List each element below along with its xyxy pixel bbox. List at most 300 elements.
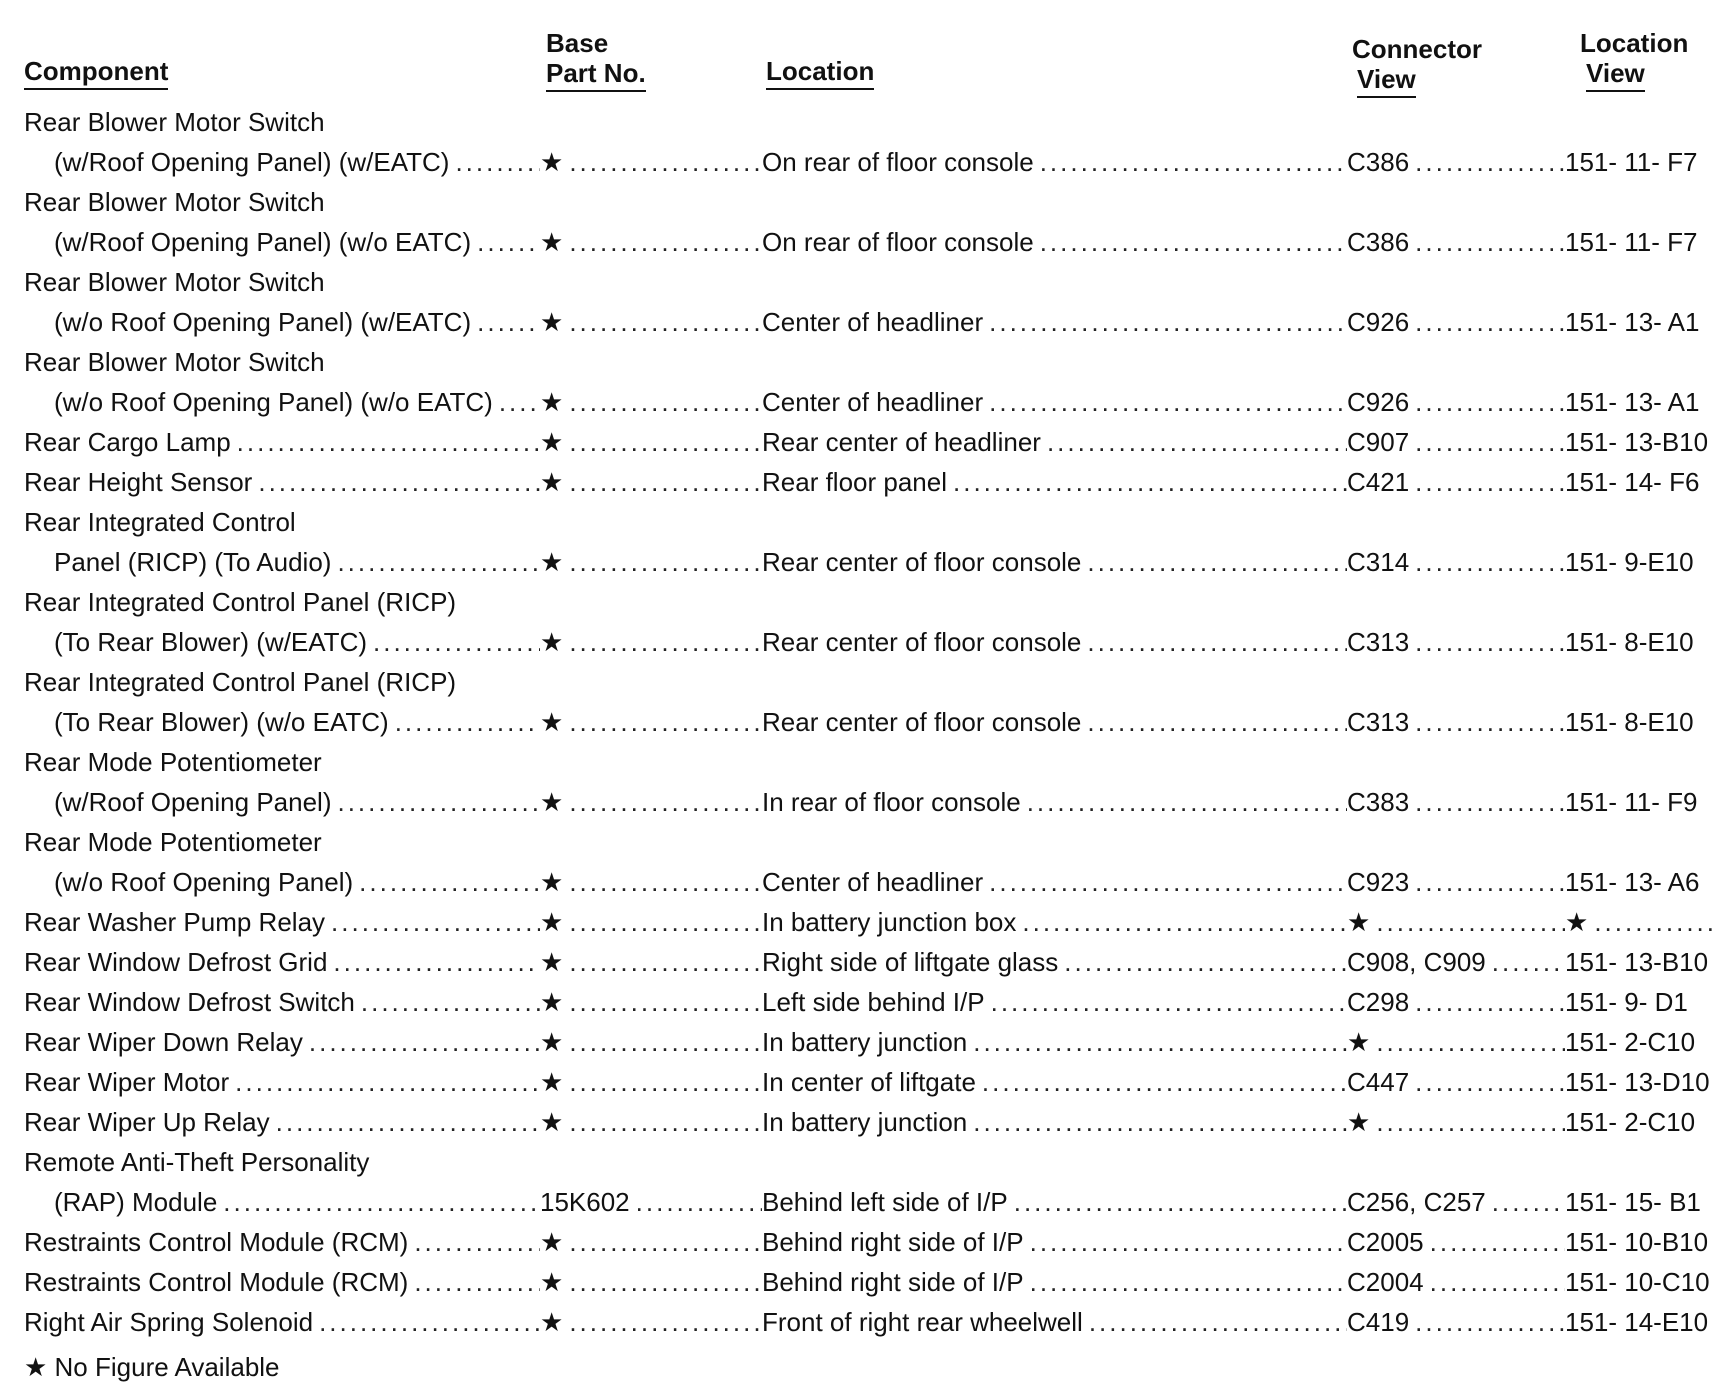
component-cell-text: Rear Blower Motor Switch xyxy=(24,107,325,137)
leader-dots xyxy=(1430,1222,1565,1262)
component-cell-text: (To Rear Blower) (w/o EATC) xyxy=(54,707,389,737)
location-cell-text: In center of liftgate xyxy=(762,1067,976,1097)
component-cell-text: Rear Wiper Motor xyxy=(24,1067,230,1097)
leader-dots xyxy=(1415,142,1565,182)
location-cell xyxy=(762,862,1347,902)
location-view-cell-text: 151- 9-E10 xyxy=(1565,547,1694,577)
header-location-view xyxy=(1580,28,1688,92)
leader-dots xyxy=(223,1182,540,1222)
location-cell xyxy=(762,1222,1347,1262)
location-view-cell-text: 151- 8-E10 xyxy=(1565,707,1694,737)
base-part-cell xyxy=(540,1302,762,1342)
connector-view-cell-text: C386 xyxy=(1347,147,1410,177)
connector-view-cell-text: C256, C257 xyxy=(1347,1187,1486,1217)
leader-dots xyxy=(569,702,762,742)
leader-dots xyxy=(569,982,762,1022)
base-part-cell xyxy=(540,382,762,422)
component-cell xyxy=(24,182,540,222)
component-cell-text: Rear Mode Potentiometer xyxy=(24,827,322,857)
leader-dots xyxy=(477,302,540,342)
leader-dots xyxy=(331,902,540,942)
component-cell-text: Rear Wiper Up Relay xyxy=(24,1107,270,1137)
location-view-cell-text: 151- 13-B10 xyxy=(1565,947,1709,977)
connector-view-cell xyxy=(1347,782,1565,822)
location-cell-text: In battery junction xyxy=(762,1027,968,1057)
location-view-cell-text: 151- 11- F9 xyxy=(1565,787,1698,817)
connector-view-cell-text: C2005 xyxy=(1347,1227,1424,1257)
component-cell-text: (w/Roof Opening Panel) (w/EATC) xyxy=(54,147,450,177)
location-cell xyxy=(762,542,1347,582)
component-cell xyxy=(54,302,540,342)
component-cell-text: Rear Blower Motor Switch xyxy=(24,187,325,217)
location-view-cell xyxy=(1565,1302,1715,1342)
leader-dots xyxy=(569,862,762,902)
leader-dots xyxy=(1415,302,1565,342)
location-cell-text: Right side of liftgate glass xyxy=(762,947,1059,977)
location-view-cell xyxy=(1565,542,1715,582)
leader-dots xyxy=(309,1022,540,1062)
base-part-cell-text: ★ xyxy=(540,1067,564,1097)
table-row xyxy=(0,302,1720,342)
leader-dots xyxy=(569,622,762,662)
table-row xyxy=(0,222,1720,262)
component-cell-text: (w/o Roof Opening Panel) (w/o EATC) xyxy=(54,387,493,417)
location-view-cell-text: 151- 2-C10 xyxy=(1565,1027,1696,1057)
location-view-cell xyxy=(1565,1262,1715,1302)
location-cell xyxy=(762,782,1347,822)
location-cell-text: Behind right side of I/P xyxy=(762,1227,1024,1257)
location-view-cell xyxy=(1565,1182,1715,1222)
leader-dots xyxy=(989,862,1347,902)
leader-dots xyxy=(569,1222,762,1262)
connector-view-cell xyxy=(1347,1262,1565,1302)
header-connector-bottom: View xyxy=(1357,64,1416,98)
base-part-cell-text: ★ xyxy=(540,1227,564,1257)
location-view-cell xyxy=(1565,862,1715,902)
location-cell xyxy=(762,462,1347,502)
base-part-cell xyxy=(540,462,762,502)
connector-view-cell-text: C313 xyxy=(1347,627,1410,657)
base-part-cell xyxy=(540,1182,762,1222)
leader-dots xyxy=(235,1062,540,1102)
base-part-cell-text: ★ xyxy=(540,427,564,457)
location-cell-text: In rear of floor console xyxy=(762,787,1021,817)
component-cell-text: Restraints Control Module (RCM) xyxy=(24,1227,409,1257)
connector-view-cell xyxy=(1347,862,1565,902)
leader-dots xyxy=(991,982,1347,1022)
leader-dots xyxy=(1027,782,1347,822)
component-cell xyxy=(54,862,540,902)
location-cell xyxy=(762,382,1347,422)
connector-view-cell xyxy=(1347,1062,1565,1102)
component-cell-text: Rear Blower Motor Switch xyxy=(24,267,325,297)
connector-view-cell-text: C383 xyxy=(1347,787,1410,817)
table-row xyxy=(0,702,1720,742)
location-view-cell-text: 151- 14- F6 xyxy=(1565,467,1700,497)
table-row xyxy=(0,182,1720,222)
leader-dots xyxy=(989,382,1347,422)
base-part-cell-text: 15K602 xyxy=(540,1187,630,1217)
location-cell-text: In battery junction box xyxy=(762,907,1017,937)
location-view-cell-text: 151- 10-C10 xyxy=(1565,1267,1710,1297)
leader-dots xyxy=(569,1022,762,1062)
table-row xyxy=(0,462,1720,502)
location-view-cell xyxy=(1565,422,1715,462)
table-row xyxy=(0,1022,1720,1062)
leader-dots xyxy=(569,1062,762,1102)
leader-dots xyxy=(1014,1182,1347,1222)
location-view-cell xyxy=(1565,1022,1715,1062)
base-part-cell-text: ★ xyxy=(540,227,564,257)
connector-view-cell xyxy=(1347,422,1565,462)
location-view-cell xyxy=(1565,942,1715,982)
base-part-cell xyxy=(540,782,762,822)
component-cell xyxy=(24,742,540,782)
leader-dots xyxy=(973,1022,1347,1062)
connector-view-cell xyxy=(1347,302,1565,342)
base-part-cell-text: ★ xyxy=(540,147,564,177)
location-cell xyxy=(762,902,1347,942)
leader-dots xyxy=(1040,222,1347,262)
base-part-cell-text: ★ xyxy=(540,947,564,977)
leader-dots xyxy=(973,1102,1347,1142)
table-row xyxy=(0,1142,1720,1182)
component-cell xyxy=(24,942,540,982)
table-row xyxy=(0,342,1720,382)
table-row xyxy=(0,102,1720,142)
location-view-cell xyxy=(1565,622,1715,662)
location-cell-text: Behind left side of I/P xyxy=(762,1187,1008,1217)
table-row xyxy=(0,942,1720,982)
component-cell-text: Rear Integrated Control Panel (RICP) xyxy=(24,587,457,617)
leader-dots xyxy=(569,782,762,822)
connector-view-cell xyxy=(1347,142,1565,182)
location-cell xyxy=(762,1022,1347,1062)
location-cell-text: Center of headliner xyxy=(762,307,984,337)
connector-view-cell xyxy=(1347,982,1565,1022)
component-cell xyxy=(24,1102,540,1142)
component-cell xyxy=(24,462,540,502)
table-row xyxy=(0,622,1720,662)
leader-dots xyxy=(569,542,762,582)
connector-view-cell xyxy=(1347,462,1565,502)
table-row xyxy=(0,822,1720,862)
header-location: Location xyxy=(766,56,874,90)
component-cell xyxy=(24,982,540,1022)
component-cell xyxy=(54,622,540,662)
connector-view-cell-text: C907 xyxy=(1347,427,1410,457)
component-cell-text: Right Air Spring Solenoid xyxy=(24,1307,314,1337)
location-cell-text: Center of headliner xyxy=(762,387,984,417)
table-row xyxy=(0,502,1720,542)
header-location-view-bottom: View xyxy=(1586,58,1645,92)
leader-dots xyxy=(477,222,540,262)
base-part-cell xyxy=(540,142,762,182)
leader-dots xyxy=(1430,1262,1565,1302)
leader-dots xyxy=(359,862,540,902)
leader-dots xyxy=(953,462,1347,502)
component-cell-text: (RAP) Module xyxy=(54,1187,218,1217)
table-row xyxy=(0,422,1720,462)
leader-dots xyxy=(1030,1222,1347,1262)
location-cell xyxy=(762,142,1347,182)
leader-dots xyxy=(1415,1062,1565,1102)
connector-view-cell-text: C926 xyxy=(1347,387,1410,417)
location-view-cell xyxy=(1565,222,1715,262)
leader-dots xyxy=(337,782,540,822)
header-base-part-top: Base xyxy=(546,28,609,58)
base-part-cell xyxy=(540,1262,762,1302)
header-connector-top: Connector xyxy=(1352,34,1482,64)
base-part-cell-text: ★ xyxy=(540,627,564,657)
connector-view-cell xyxy=(1347,942,1565,982)
header-location-view-top: Location xyxy=(1580,28,1689,58)
table-row xyxy=(0,582,1720,622)
component-cell-text: Rear Washer Pump Relay xyxy=(24,907,326,937)
base-part-cell xyxy=(540,422,762,462)
base-part-cell xyxy=(540,982,762,1022)
component-cell xyxy=(54,1182,540,1222)
base-part-cell xyxy=(540,1062,762,1102)
component-cell xyxy=(24,1142,540,1182)
location-view-cell xyxy=(1565,1222,1715,1262)
component-cell-text: Rear Integrated Control xyxy=(24,507,296,537)
leader-dots xyxy=(1415,422,1565,462)
component-cell-text: (w/o Roof Opening Panel) xyxy=(54,867,354,897)
location-view-cell-text: 151- 13- A1 xyxy=(1565,387,1700,417)
table-row xyxy=(0,1182,1720,1222)
connector-view-cell xyxy=(1347,542,1565,582)
location-cell-text: Front of right rear wheelwell xyxy=(762,1307,1083,1337)
location-cell xyxy=(762,1102,1347,1142)
connector-view-cell-text: C314 xyxy=(1347,547,1410,577)
location-view-cell-text: 151- 14-E10 xyxy=(1565,1307,1709,1337)
leader-dots xyxy=(1030,1262,1347,1302)
location-view-cell-text: 151- 10-B10 xyxy=(1565,1227,1709,1257)
location-view-cell-text: 151- 13- A1 xyxy=(1565,307,1700,337)
leader-dots xyxy=(569,382,762,422)
connector-view-cell-text: C313 xyxy=(1347,707,1410,737)
location-view-cell-text: 151- 11- F7 xyxy=(1565,147,1698,177)
component-cell-text: Restraints Control Module (RCM) xyxy=(24,1267,409,1297)
component-cell xyxy=(24,102,540,142)
base-part-cell xyxy=(540,222,762,262)
connector-view-cell-text: ★ xyxy=(1347,1107,1371,1137)
leader-dots xyxy=(499,382,540,422)
leader-dots xyxy=(636,1182,762,1222)
component-cell xyxy=(24,822,540,862)
base-part-cell-text: ★ xyxy=(540,987,564,1017)
base-part-cell xyxy=(540,1222,762,1262)
leader-dots xyxy=(276,1102,540,1142)
table-row xyxy=(0,1302,1720,1342)
component-cell-text: Rear Window Defrost Grid xyxy=(24,947,328,977)
leader-dots xyxy=(1415,782,1565,822)
component-cell-text: Rear Cargo Lamp xyxy=(24,427,231,457)
location-view-cell-text: 151- 8-E10 xyxy=(1565,627,1694,657)
component-cell xyxy=(24,1302,540,1342)
component-cell xyxy=(24,902,540,942)
base-part-cell-text: ★ xyxy=(540,387,564,417)
location-cell xyxy=(762,622,1347,662)
location-view-cell xyxy=(1565,142,1715,182)
leader-dots xyxy=(569,902,762,942)
component-cell-text: (w/Roof Opening Panel) (w/o EATC) xyxy=(54,227,472,257)
location-view-cell xyxy=(1565,1062,1715,1102)
footnote: ★ No Figure Available xyxy=(24,1352,280,1382)
leader-dots xyxy=(1415,982,1565,1022)
connector-view-cell-text: C2004 xyxy=(1347,1267,1424,1297)
location-view-cell xyxy=(1565,462,1715,502)
location-view-cell xyxy=(1565,382,1715,422)
connector-view-cell-text: C421 xyxy=(1347,467,1410,497)
location-cell xyxy=(762,222,1347,262)
base-part-cell-text: ★ xyxy=(540,787,564,817)
leader-dots xyxy=(455,142,540,182)
component-cell xyxy=(24,662,540,702)
location-cell xyxy=(762,1182,1347,1222)
base-part-cell-text: ★ xyxy=(540,547,564,577)
table-row xyxy=(0,742,1720,782)
leader-dots xyxy=(989,302,1347,342)
leader-dots xyxy=(1376,1022,1565,1062)
location-cell xyxy=(762,982,1347,1022)
base-part-cell-text: ★ xyxy=(540,467,564,497)
connector-view-cell xyxy=(1347,1302,1565,1342)
connector-view-cell-text: C908, C909 xyxy=(1347,947,1486,977)
component-cell-text: Rear Mode Potentiometer xyxy=(24,747,322,777)
location-cell xyxy=(762,1262,1347,1302)
table-row xyxy=(0,262,1720,302)
table-row xyxy=(0,1062,1720,1102)
leader-dots xyxy=(237,422,540,462)
leader-dots xyxy=(414,1262,540,1302)
leader-dots xyxy=(569,302,762,342)
base-part-cell xyxy=(540,902,762,942)
table-row xyxy=(0,382,1720,422)
base-part-cell xyxy=(540,622,762,662)
connector-view-cell-text: C926 xyxy=(1347,307,1410,337)
table-row xyxy=(0,902,1720,942)
base-part-cell xyxy=(540,1022,762,1062)
leader-dots xyxy=(1492,1182,1565,1222)
location-view-cell-text: 151- 9- D1 xyxy=(1565,987,1688,1017)
location-view-cell-text: 151- 15- B1 xyxy=(1565,1187,1701,1217)
location-cell xyxy=(762,1302,1347,1342)
component-cell-text: (w/o Roof Opening Panel) (w/EATC) xyxy=(54,307,472,337)
component-cell xyxy=(24,262,540,302)
base-part-cell xyxy=(540,542,762,582)
location-cell-text: Behind right side of I/P xyxy=(762,1267,1024,1297)
leader-dots xyxy=(569,422,762,462)
leader-dots xyxy=(258,462,540,502)
leader-dots xyxy=(1087,702,1347,742)
component-cell-text: (w/Roof Opening Panel) xyxy=(54,787,332,817)
location-view-cell xyxy=(1565,982,1715,1022)
connector-view-cell xyxy=(1347,902,1565,942)
location-cell-text: Rear center of floor console xyxy=(762,707,1082,737)
base-part-cell-text: ★ xyxy=(540,867,564,897)
leader-dots xyxy=(1415,382,1565,422)
location-cell-text: Left side behind I/P xyxy=(762,987,985,1017)
component-cell xyxy=(54,542,540,582)
leader-dots xyxy=(1047,422,1347,462)
header-connector-view xyxy=(1352,34,1482,98)
location-cell-text: Center of headliner xyxy=(762,867,984,897)
connector-view-cell-text: C923 xyxy=(1347,867,1410,897)
leader-dots xyxy=(337,542,540,582)
location-cell-text: Rear center of headliner xyxy=(762,427,1041,457)
leader-dots xyxy=(333,942,540,982)
component-cell xyxy=(24,1062,540,1102)
location-cell-text: In battery junction xyxy=(762,1107,968,1137)
component-cell-text: Panel (RICP) (To Audio) xyxy=(54,547,332,577)
connector-view-cell-text: ★ xyxy=(1347,1027,1371,1057)
component-cell xyxy=(24,582,540,622)
component-cell-text: (To Rear Blower) (w/EATC) xyxy=(54,627,368,657)
component-cell xyxy=(24,342,540,382)
component-cell xyxy=(24,1222,540,1262)
leader-dots xyxy=(1415,1302,1565,1342)
component-cell xyxy=(24,1262,540,1302)
header-component: Component xyxy=(24,56,168,90)
location-view-cell xyxy=(1565,782,1715,822)
leader-dots xyxy=(1089,1302,1347,1342)
connector-view-cell xyxy=(1347,382,1565,422)
component-cell xyxy=(24,422,540,462)
base-part-cell-text: ★ xyxy=(540,1307,564,1337)
location-cell-text: Rear center of floor console xyxy=(762,547,1082,577)
leader-dots xyxy=(982,1062,1347,1102)
location-view-cell xyxy=(1565,902,1715,942)
component-cell xyxy=(54,222,540,262)
leader-dots xyxy=(1415,622,1565,662)
leader-dots xyxy=(1064,942,1347,982)
table-row xyxy=(0,1102,1720,1142)
header-base-part xyxy=(546,28,646,92)
table-row xyxy=(0,662,1720,702)
leader-dots xyxy=(361,982,540,1022)
location-view-cell xyxy=(1565,702,1715,742)
location-cell xyxy=(762,702,1347,742)
component-cell-text: Rear Window Defrost Switch xyxy=(24,987,355,1017)
leader-dots xyxy=(569,462,762,502)
table-row xyxy=(0,542,1720,582)
connector-view-cell xyxy=(1347,1022,1565,1062)
location-view-cell-text: 151- 2-C10 xyxy=(1565,1107,1696,1137)
base-part-cell-text: ★ xyxy=(540,1027,564,1057)
leader-dots xyxy=(1594,902,1715,942)
connector-view-cell-text: C386 xyxy=(1347,227,1410,257)
connector-view-cell-text: C298 xyxy=(1347,987,1410,1017)
base-part-cell-text: ★ xyxy=(540,707,564,737)
location-view-cell xyxy=(1565,1102,1715,1142)
table-row xyxy=(0,862,1720,902)
component-cell xyxy=(24,1022,540,1062)
connector-view-cell xyxy=(1347,222,1565,262)
location-view-cell-text: 151- 13- A6 xyxy=(1565,867,1700,897)
leader-dots xyxy=(569,1262,762,1302)
connector-view-cell xyxy=(1347,622,1565,662)
base-part-cell-text: ★ xyxy=(540,1267,564,1297)
base-part-cell xyxy=(540,942,762,982)
component-cell-text: Rear Integrated Control Panel (RICP) xyxy=(24,667,457,697)
leader-dots xyxy=(1492,942,1565,982)
base-part-cell xyxy=(540,302,762,342)
connector-view-cell xyxy=(1347,1222,1565,1262)
connector-view-cell-text: ★ xyxy=(1347,907,1371,937)
base-part-cell-text: ★ xyxy=(540,907,564,937)
